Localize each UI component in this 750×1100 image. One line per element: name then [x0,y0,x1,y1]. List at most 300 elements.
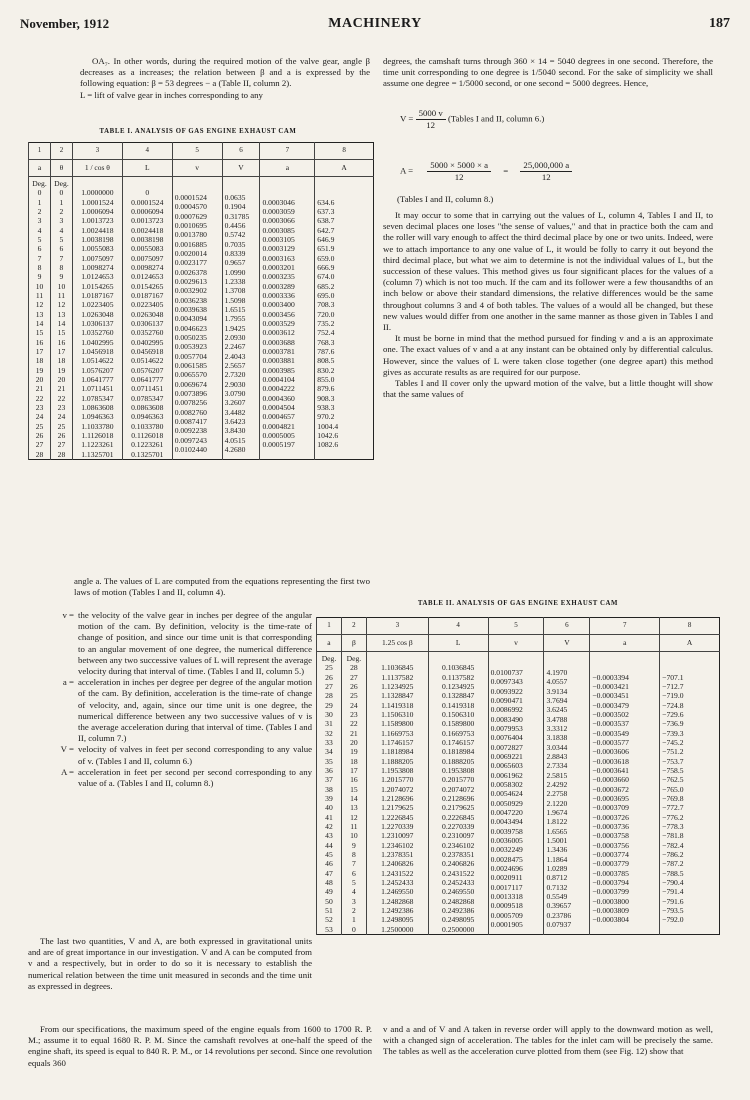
table-cell: 38 [325,784,333,794]
table-row [317,635,720,652]
table-cell: 15 [35,328,44,338]
table-cell: 31 [325,719,333,729]
table-cell: −729.6 [662,709,684,719]
table-cell: 1.1818984 [381,747,414,757]
table-cell: 11 [35,290,44,300]
table-cell-column [72,177,122,460]
table-cell: 0.0098274 [131,262,164,272]
table-cell: 1.6515 [224,304,246,314]
table-cell: 2.4292 [546,779,568,789]
table-cell: −0.0003549 [592,728,629,738]
column-symbol: a [590,635,660,652]
table-cell: 1.2431522 [381,868,414,878]
definition-symbol: a = [62,677,74,688]
table-cell: 1.2378351 [381,849,414,859]
table-cell: 1.0013723 [81,216,114,226]
definition-item [54,610,312,677]
table-cell: 0.2482868 [442,896,475,906]
left-bottom-text [28,1024,372,1069]
table-cell: 23 [350,709,358,719]
table-cell: 659.0 [317,253,335,263]
table-cell: 1.1137582 [381,672,414,682]
table-cell: 0.0010695 [174,220,207,230]
table-cell: 34 [325,747,333,757]
table-cell: 2.2467 [224,342,246,352]
table-cell: 0.0065570 [174,370,207,380]
table-cell: −0.0003756 [592,840,629,850]
table-cell: 0.1234925 [442,681,475,691]
table-cell: −788.5 [662,868,684,878]
table-cell: 720.0 [317,309,335,319]
table-cell: 0.0003781 [262,346,295,356]
table-cell: 1.9425 [224,323,246,333]
table-cell: 1.2500000 [381,924,414,934]
table-cell: 0.0154265 [131,281,164,291]
table-cell: 0.2310097 [442,831,475,841]
column-number: 2 [50,143,72,160]
table-cell: 0.0032902 [174,286,207,296]
table-cell: −782.4 [662,840,684,850]
table-cell: 2.7320 [224,370,246,380]
table-cell: 0.2015770 [442,775,475,785]
table-cell: 0.0069221 [490,751,523,761]
definition-text: acceleration in inches per degree per degree of the angular motion of the cam. By definition, acceleration is the time-rate of change of velocity, and, again, since our time unit is one degree, the numerical difference between any two successive values of v is the average acceleration during that interval of time. (Tables I and II, column 7.) [78,677,312,744]
table-cell: 0.0047220 [490,807,523,817]
table-cell: 15 [350,784,358,794]
numerator: 25,000,000 a [520,160,572,172]
table-cell: 0.0785347 [131,393,164,403]
table-cell: 0.0003336 [262,290,295,300]
table-cell: 708.3 [317,300,335,310]
column-number: 5 [488,618,544,635]
table-cell: −0.0003809 [592,905,629,915]
table-cell: 0.0100737 [490,668,523,677]
column-symbol: a [29,160,51,177]
table-cell: 1 [59,197,64,207]
table-cell: 1.0098274 [81,262,114,272]
definition-symbol: v = [62,610,74,620]
table-cell: 0.0004104 [262,374,295,384]
table-cell-column [315,177,374,460]
table-cell-column [260,177,315,460]
table-cell: 1.0263048 [81,309,114,319]
paragraph: It may occur to some that in carrying out the values of L, column 4, Tables I and II, to seven decimal places one loses "the sense of values," and that in practice both the cam and the roller will vary enough to affect the third decimal place by one or two units. Indeed, were we to attach importance to any one value of L, it would be folly to carry it out beyond the third decimal place, but what we aim to determine is not the individual values of L, but the succession of these values. This method gives us four significant places for the values of a (column 7) which is not too much. If the cam and its follower were a few thousandths of an inch below or above their standard dimensions, the relative differences would be the same throughout columns 3 and 4 of both tables. The values of a would all be changed, but these new values would differ from one another in the same manner as those given in Tables I and II. [383,210,713,333]
table-cell: 7 [37,253,42,263]
table-cell: 0.0055083 [131,244,164,254]
definition-symbol: V = [60,744,74,755]
table-cell: 1.5098 [224,295,246,305]
table-cell: −792.0 [662,915,684,925]
table-cell: 0.0003456 [262,309,295,319]
table-cell: −769.8 [662,793,684,803]
table-cell: −0.0003758 [592,831,629,841]
table-cell: 25 [350,691,358,701]
table-cell: 0.0001524 [174,193,207,202]
column-symbol: v [172,160,222,177]
table-cell: 19 [35,365,44,375]
table-cell: 0.1325701 [131,449,164,459]
definition-item [54,677,312,744]
table-cell-column [366,652,428,935]
table-cell: 0.7035 [224,239,246,249]
table-cell: 27 [35,440,44,450]
paragraph: The last two quantities, V and A, are both expressed in gravitational units and are of great importance in our investigation. V and A can be computed from v and a respectively, but in order to do so it is necessary to establish the numerical relation between the time unit measured in seconds and the time unit as expressed in degrees. [28,936,312,991]
table-cell: 1.0946363 [81,412,114,422]
table-cell: 8 [37,262,42,272]
right-middle-text [383,210,713,400]
table-cell: 1.0306137 [81,318,114,328]
table-cell: 10 [350,831,358,841]
unit-label: Deg. [346,654,362,663]
table-cell: 2 [37,206,42,216]
table-cell: 0.07937 [546,919,572,929]
table-cell: 11 [57,290,66,300]
table-cell: 0.0004657 [262,412,295,422]
table-cell: 0.0090471 [490,695,523,705]
table-cell: 0.1888205 [442,756,475,766]
numerator: 5000 v [416,108,446,120]
column-symbol: V [544,635,590,652]
table-cell: 0.0003612 [262,328,295,338]
table-cell: 768.3 [317,337,335,347]
table-cell: 1.2179625 [381,803,414,813]
equation-note: (Tables I and II, column 6.) [447,113,545,124]
table-cell: 0.0004821 [262,421,295,431]
table-cell: 0.0003881 [262,356,295,366]
page-number: 187 [709,16,730,31]
definition-symbol: A = [60,766,74,777]
table-cell: 26 [350,681,358,691]
table-cell: 0.0402995 [131,337,164,347]
table-cell: 3.1838 [546,733,568,743]
table-cell: 7 [59,253,64,263]
table-cell: 2.7334 [546,761,568,771]
column-symbol: 1.25 cos β [366,635,428,652]
table-cell: 1.2406826 [381,859,414,869]
table-cell: 0.0263048 [131,309,164,319]
table-cell: 26 [35,430,44,440]
table-cell: 32 [325,728,333,738]
table-cell-column [172,177,222,460]
table-cell: 0.0020911 [490,873,523,883]
table-cell: 0.0003129 [262,244,295,254]
table-cell: 0.0046623 [174,323,207,333]
column-number: 6 [222,143,260,160]
table-cell: 21 [35,384,44,394]
table-cell: −758.5 [662,765,684,775]
table-cell: 3.4482 [224,407,246,417]
table-cell: 16 [57,337,66,347]
table-cell: 11 [350,821,358,831]
fraction [427,160,491,183]
table-cell: 674.0 [317,272,335,282]
table-cell: −0.0003672 [592,784,629,794]
table-cell: 28 [325,691,333,701]
table-cell: 0.0039638 [174,304,207,314]
unit-label: Deg. [321,654,337,663]
table-cell: 49 [325,887,333,897]
table-cell: 908.3 [317,393,335,403]
table-cell: 0.2498095 [442,915,475,925]
table-cell: 0.2492386 [442,905,475,915]
table-cell: 0.0073896 [174,388,207,398]
table-cell: 23 [35,402,44,412]
table-cell: −772.7 [662,803,684,813]
table-cell: 0.0057704 [174,351,207,361]
table-cell: 0.0013723 [131,216,164,226]
table-cell: 0.2226845 [442,812,475,822]
table-cell: 0.0946363 [131,412,164,422]
table-cell: 14 [35,318,44,328]
table-cell: 0.0003066 [262,216,295,226]
table-cell: 0 [145,188,150,198]
table-cell: 1.1328847 [381,691,414,701]
table-cell: 14 [57,318,66,328]
table-cell: 2.1220 [546,798,568,808]
definitions-list [54,610,312,789]
table-cell: 1.0990 [224,267,246,277]
table-cell: 12 [57,300,66,310]
table-cell: 0.1419318 [442,700,475,710]
table-cell: 735.2 [317,318,335,328]
table-cell: 16 [350,775,358,785]
table-1-caption: TABLE I. ANALYSIS OF GAS ENGINE EXHAUST CAM [99,128,297,135]
table-cell: 2.4043 [224,351,246,361]
table-cell: 9 [352,840,356,850]
table-cell: 1.1033780 [81,421,114,431]
table-cell: 39 [325,793,333,803]
table-cell: 0.8339 [224,248,246,258]
table-cell: 10 [35,281,44,291]
table-cell-column [428,652,488,935]
column-number: 1 [29,143,51,160]
column-number: 6 [544,618,590,635]
table-cell: 0.0003105 [262,234,295,244]
table-cell: 0.0005197 [262,440,295,450]
table-body-row [317,652,720,935]
table-cell: 0.0079953 [490,723,523,733]
table-cell: 0.0352760 [131,328,164,338]
table-cell: 1.1234925 [381,681,414,691]
table-cell: 0.0029613 [174,276,207,286]
table-cell: 3.8430 [224,426,246,436]
column-number: 1 [317,618,342,635]
table-cell: 1.9674 [546,807,568,817]
table-cell: 19 [57,365,66,375]
table-cell: 0.0006094 [131,206,164,216]
table-cell: −0.0003774 [592,849,629,859]
table-cell: 1.0402995 [81,337,114,347]
table-cell: 638.7 [317,216,335,226]
table-cell: 17 [57,346,66,356]
table-cell: 0.0576207 [131,365,164,375]
table-cell: 0.2179625 [442,803,475,813]
table-cell: 1.0711451 [81,384,114,394]
table-cell: −719.0 [662,691,684,701]
table-cell: 28 [35,449,44,459]
table-cell: 0.0863608 [131,402,164,412]
table-cell: 22 [350,719,358,729]
definition-item [54,767,312,789]
equation-lhs: A = [400,165,414,176]
table-cell: −0.0003502 [592,709,629,719]
table-cell-column [31,188,48,459]
denominator: 12 [426,120,436,131]
table-cell: 808.5 [317,356,335,366]
table-cell: 4 [352,887,356,897]
table-cell: 0.0004222 [262,384,295,394]
table-cell: 1.0187167 [81,290,114,300]
table-cell: 1004.4 [317,421,339,431]
table-cell: 10 [57,281,66,291]
table-row [317,618,720,635]
table-cell: 1.0006094 [81,206,114,216]
left-lower-text [28,936,312,992]
table-cell: 0.5549 [546,891,568,901]
table-cell: 1.0055083 [81,244,114,254]
table-cell: 855.0 [317,374,335,384]
paragraph: degrees, the camshaft turns through 360 × 14 = 5040 degrees in one second. Therefore, the time unit corresponding to one degree is 1/5040 second. For the sake of simplicity we shall assume one degree = 1/5000 second, or one second = 5000 degrees. Hence, [383,56,713,89]
table-cell: 1.2074072 [381,784,414,794]
table-cell: 0.1669753 [442,728,475,738]
definition-text: acceleration in feet per second per second corresponding to any value of a. (Tables I and II, column 8.) [78,766,312,789]
table-cell: 0.1033780 [131,421,164,431]
table-cell: 26 [325,672,333,682]
table-cell: 830.2 [317,365,335,375]
table-body-row [29,177,374,460]
table-cell: 1.1506310 [381,709,414,719]
table-cell: 21 [350,728,358,738]
paragraph: From our specifications, the maximum speed of the engine equals from 1600 to 1700 R. P. M.; assume it to equal 1680 R. P. M. Since the camshaft revolves at one-half the speed of the engine shaft, its speed is equal to 840 R. P. M., or 14 revolutions per second. Since one revolution equals 360 [28,1024,373,1068]
table-cell: 0.0013318 [490,891,523,901]
denominator: 12 [454,172,464,183]
table-cell: 0.0124653 [131,272,164,282]
table-cell: 0.2074072 [442,784,475,794]
table-cell: 0.5742 [224,230,246,240]
table-cell: 1.0785347 [81,393,114,403]
table-cell: 18 [57,356,66,366]
table-cell: 8 [352,849,356,859]
table-cell: 1.1953808 [381,765,414,775]
table-cell: 3.6423 [224,416,246,426]
column-number: 8 [315,143,374,160]
table-cell: 1.0223405 [81,300,114,310]
equation-note-text: (Tables I and II, column 8.) [397,194,494,204]
table-cell: 5 [352,877,356,887]
table-cell: 3 [59,216,64,226]
table-cell: −0.0003537 [592,719,629,729]
paragraph: L = lift of valve gear in inches corresponding to any [80,89,263,100]
table-cell: −0.0003479 [592,700,629,710]
table-cell: 4.2680 [224,444,246,454]
table-cell: 2 [59,206,64,216]
table-cell: 36 [325,765,333,775]
table-cell: 0.0017117 [490,882,523,892]
table-cell: −765.0 [662,784,684,794]
table-cell: 0.0641777 [131,374,164,384]
table-cell: 0.0082760 [174,407,207,417]
table-cell: 13 [35,309,44,319]
table-cell: 1.0863608 [81,402,114,412]
table-cell: 695.0 [317,290,335,300]
table-cell: 0.0097343 [490,677,523,687]
table-cell: 4 [37,225,42,235]
table-cell: 1.1669753 [381,728,414,738]
table-cell: −0.0003577 [592,737,629,747]
table-cell: 22 [35,393,44,403]
table-cell: −0.0003618 [592,756,629,766]
table-cell: 1.0124653 [81,272,114,282]
table-cell: 0.0023177 [174,258,207,268]
definition-text: the velocity of the valve gear in inches per degree of the angular motion of the cam. By definition, velocity is the time-rate of change of position, and since our time unit is that corresponding to an angular movement of one degree, the numerical difference between any two successive values of L will represent the average velocity during that interval of time. (Tables I and II, column 5.) [78,610,312,677]
table-cell: 1.0154265 [81,281,114,291]
table-cell: 1.3708 [224,286,246,296]
table-cell: −786.2 [662,849,684,859]
table-cell: −753.7 [662,756,684,766]
table-cell: −781.8 [662,831,684,841]
table-cell-column [488,652,544,935]
table-cell: 3.2607 [224,398,246,408]
table-cell: 0.0036238 [174,295,207,305]
table-cell: 0.0005709 [490,910,523,920]
table-cell: 0.1746157 [442,737,475,747]
table-cell: 12 [35,300,44,310]
table-cell: −793.5 [662,905,684,915]
table-cell: 1.1223261 [81,440,114,450]
table-cell: 0.0087417 [174,416,207,426]
table-cell: 0.0061962 [490,770,523,780]
table-cell-column [53,188,70,459]
issue-date: November, 1912 [20,16,110,31]
table-cell: −791.4 [662,887,684,897]
table-cell: 0.0003059 [262,206,295,216]
column-number: 3 [72,143,122,160]
paragraph: angle a. The values of L are computed from the equations representing the first two laws of motion (Tables I and II, column 4). [74,576,370,598]
table-cell: 0.0054624 [490,789,523,799]
table-cell: 0.0005005 [262,430,295,440]
table-cell: −0.0003451 [592,691,629,701]
table-cell: 0.1953808 [442,765,475,775]
table-cell: 12 [350,812,358,822]
table-cell: 637.3 [317,206,335,216]
table-cell: −0.0003736 [592,821,629,831]
table-cell: −745.2 [662,737,684,747]
table-cell: 0.0001524 [131,197,164,207]
table-cell: 43 [325,831,333,841]
table-cell: 642.7 [317,225,335,235]
table-cell: 3.6245 [546,705,568,715]
table-cell: 0.0036005 [490,835,523,845]
table-cell: 46 [325,859,333,869]
table-cell: 1.0456918 [81,346,114,356]
journal-title: MACHINERY [328,16,422,31]
table-cell: 8 [59,262,64,272]
table-cell: 0.0086992 [490,705,523,715]
table-cell: −0.0003606 [592,747,629,757]
table-row [29,143,374,160]
table-cell: −0.0003660 [592,775,629,785]
table-cell: 0.0514622 [131,356,164,366]
table-cell: 3.0344 [546,742,568,752]
table-cell: −724.8 [662,700,684,710]
table-cell: −712.7 [662,681,684,691]
right-top-text [383,56,713,90]
table-cell: 1.1888205 [381,756,414,766]
paragraph: OA₇. In other words, during the required motion of the valve gear, angle β decreases as a increases; the relation between β and a is expressed by the following equation: β = 53 degrees − a (Table II, column 2). [80,56,370,89]
table-cell: 2.0930 [224,332,246,342]
column-symbol: L [428,635,488,652]
table-cell: 13 [57,309,66,319]
